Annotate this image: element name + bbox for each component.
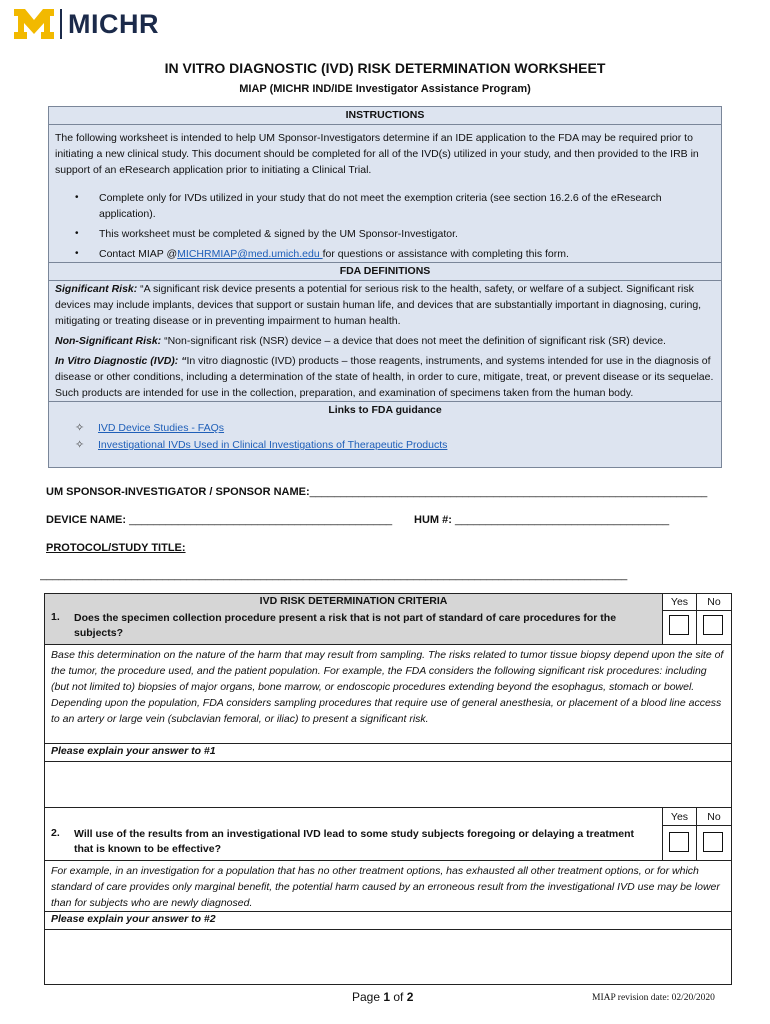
q2-no-checkbox[interactable] xyxy=(703,832,723,852)
criteria-heading: IVD RISK DETERMINATION CRITERIA xyxy=(259,595,448,607)
instructions-box xyxy=(48,106,722,468)
criteria-q1-header xyxy=(44,593,732,645)
q1-yes-cell xyxy=(663,611,697,644)
page-subtitle: MIAP (MICHR IND/IDE Investigator Assistance Program) xyxy=(239,83,531,95)
bullet-icon: • xyxy=(75,192,79,203)
definitions-heading: FDA DEFINITIONS xyxy=(49,262,721,281)
q2-explain-textarea[interactable] xyxy=(44,929,732,985)
definition-ivd: In Vitro Diagnostic (IVD): “In vitro diagnostic (IVD) products – those reagents, instruments, and systems intended for use in the diagnosis of disease or other conditions, including a determination of the state of health, in order to cure, mitigate, treat, or prevent disease or its sequelae. Such products are intended for use in the collection, preparation, and examination of specimens taken from the human body. xyxy=(55,355,714,399)
device-name-field[interactable] xyxy=(46,514,392,526)
guidance-link-row xyxy=(49,437,721,453)
definition-significant-risk: Significant Risk: “A significant risk device presents a potential for serious risk to the health, safety, or welfare of a subject. Significant risk devices may include implants, devices that support or sustain human life, and devices that are substantially important in diagnosing, curing, mitigating or treating disease or in preventing impairment to human health. xyxy=(55,283,702,327)
q1-yes-checkbox[interactable] xyxy=(669,615,689,635)
q1-yes-header: Yes xyxy=(663,594,697,611)
q2-yes-header: Yes xyxy=(663,808,697,826)
q1-no-cell xyxy=(697,611,731,644)
hum-number-line[interactable]: ___________________________________ xyxy=(451,514,670,526)
guidance-heading: Links to FDA guidance xyxy=(49,401,721,419)
q2-question: Will use of the results from an investigational IVD lead to some study subjects foregoing or delaying a treatment that is known to be effective? xyxy=(74,828,635,855)
instruction-bullet: • This worksheet must be completed & signed by the UM Sponsor-Investigator. xyxy=(75,228,458,240)
instructions-intro: The following worksheet is intended to help UM Sponsor-Investigators determine if an IDE application to the FDA may be required prior to initiating a new clinical study. This document should be completed for all of the IVD(s) utilized in your study, and then provided to the IRB in support of an eResearch application prior to initiating a Clinical Trial. xyxy=(55,132,699,176)
revision-date: MIAP revision date: 02/20/2020 xyxy=(592,993,715,1003)
protocol-title-line[interactable]: ________________________________________________________________________________________________ xyxy=(40,569,628,581)
q1-explain-textarea[interactable] xyxy=(44,761,732,807)
definition-non-significant-risk: Non-Significant Risk: “Non-significant risk (NSR) device – a device that does not meet the definition of significant risk (SR) device. xyxy=(55,335,666,347)
instruction-bullet-contact: • Contact MIAP @MICHRMIAP@med.umich.edu for questions or assistance with completing this form. xyxy=(75,248,569,260)
instruction-bullet: • Complete only for IVDs utilized in your study that do not meet the exemption criteria (see section 16.2.6 of the eResearch application). xyxy=(75,192,662,220)
q2-no-cell xyxy=(697,826,731,861)
sponsor-name-line[interactable]: _________________________________________________________________ xyxy=(309,486,708,498)
q2-yes-checkbox[interactable] xyxy=(669,832,689,852)
q2-number: 2. xyxy=(51,827,60,839)
bullet-icon: • xyxy=(75,248,79,259)
criteria-q1-question-cell xyxy=(45,594,663,644)
diamond-bullet-icon: ✧ xyxy=(75,422,85,434)
guidance-link-row xyxy=(49,420,721,436)
device-name-line[interactable]: ___________________________________________ xyxy=(126,514,393,526)
q2-yes-cell xyxy=(663,826,697,861)
contact-email-link[interactable]: MICHRMIAP@med.umich.edu xyxy=(177,248,323,260)
sponsor-name-field[interactable] xyxy=(46,486,707,498)
q2-no-header: No xyxy=(697,808,731,826)
page-number: Page 1 of 2 xyxy=(352,990,414,1004)
page-title: IN VITRO DIAGNOSTIC (IVD) RISK DETERMINATION WORKSHEET xyxy=(164,60,606,76)
q1-number: 1. xyxy=(51,611,60,623)
q1-no-header: No xyxy=(697,594,731,611)
device-name-label: DEVICE NAME: xyxy=(46,514,127,526)
guidance-link-investigational-ivds[interactable]: Investigational IVDs Used in Clinical Investigations of Therapeutic Products xyxy=(98,439,448,451)
instructions-heading: INSTRUCTIONS xyxy=(49,107,721,125)
diamond-bullet-icon: ✧ xyxy=(75,439,85,451)
q1-explain-label: Please explain your answer to #1 xyxy=(44,743,732,761)
q1-no-checkbox[interactable] xyxy=(703,615,723,635)
guidance-link-ivd-faqs[interactable]: IVD Device Studies - FAQs xyxy=(98,422,225,434)
criteria-q2-question-cell xyxy=(45,808,663,861)
logo-divider xyxy=(60,9,62,39)
bullet-icon: • xyxy=(75,228,79,239)
hum-number-field[interactable] xyxy=(414,514,669,526)
michr-logo xyxy=(14,8,159,40)
block-m-logo-icon xyxy=(14,9,54,39)
q2-guidance: For example, in an investigation for a population that has no other treatment options, has exhausted all other treatment options, or for which standard of care provides only marginal benefit, the potential harm caused by an erroneous result from the investigational IVD use may be lower than for subjects who are newly diagnosed. xyxy=(44,860,732,912)
logo-text: MICHR xyxy=(68,9,159,39)
q2-explain-label: Please explain your answer to #2 xyxy=(44,911,732,929)
hum-number-label: HUM #: xyxy=(414,514,452,526)
q1-guidance: Base this determination on the nature of the harm that may result from sampling. The risks related to tumor tissue biopsy depend upon the site of the tumor, the procedure used, and the patient population. For example, the FDA considers the following significant risk procedures: including (but not limited to) biopsies of major organs, bone marrow, or endoscopic procedures extending beyond the esophagus, stomach or bowel. Depending upon the population, FDA considers sampling procedures that require use of general anesthesia, or placement of a blood line access to an artery or large vein (subclavian femoral, or iliac) to present a significant risk. xyxy=(44,644,732,744)
sponsor-name-label: UM SPONSOR-INVESTIGATOR / SPONSOR NAME: xyxy=(46,486,310,498)
q1-question: Does the specimen collection procedure present a risk that is not part of standard of care procedures for the subjects? xyxy=(74,612,617,639)
protocol-title-label: PROTOCOL/STUDY TITLE: xyxy=(46,542,186,554)
criteria-q2-header xyxy=(44,807,732,861)
